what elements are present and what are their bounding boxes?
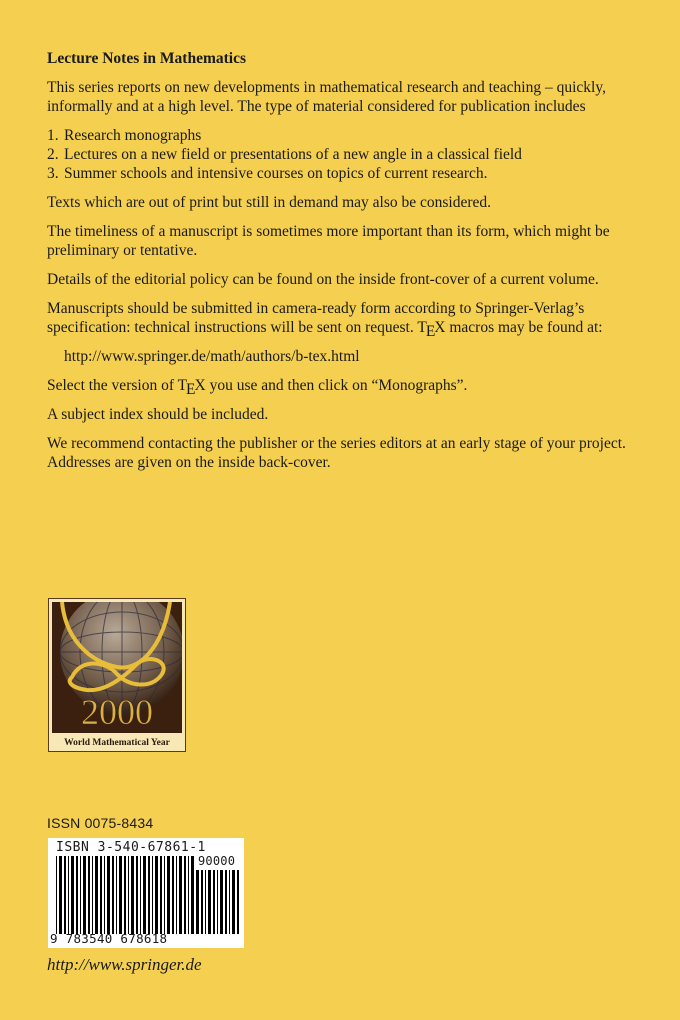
barcode-bar xyxy=(83,856,86,934)
list-number: 1. xyxy=(47,127,59,144)
barcode-bar xyxy=(112,856,114,934)
barcode-bar xyxy=(179,856,182,934)
publisher-url[interactable]: http://www.springer.de xyxy=(47,955,202,974)
tex-logo xyxy=(177,377,206,398)
manuscripts-paragraph xyxy=(47,299,647,340)
editorial-policy-paragraph: Details of the editorial policy can be found on the inside front-cover of a current volume. xyxy=(47,271,599,288)
barcode-bar xyxy=(220,870,223,934)
intro-paragraph: This series reports on new developments in mathematical research and teaching – quickly, informally and at a high level. The type of material considered for publication includes xyxy=(47,79,606,115)
barcode-bar xyxy=(71,856,74,934)
list-number: 3. xyxy=(47,165,59,182)
barcode-bar xyxy=(213,870,215,934)
barcode-bar xyxy=(80,856,81,934)
logo-year: 2000 xyxy=(81,692,153,732)
barcode-bar xyxy=(152,856,153,934)
barcode-bar xyxy=(104,856,105,934)
tex-e: E xyxy=(186,381,196,398)
manuscripts-text-after: macros may be found at: xyxy=(445,319,603,336)
tex-macros-url[interactable]: http://www.springer.de/math/authors/b-tex.html xyxy=(64,348,360,365)
barcode-bar xyxy=(225,870,227,934)
select-text-after: you use and then click on “Monographs”. xyxy=(205,377,468,394)
series-description xyxy=(47,49,647,482)
barcode-bar xyxy=(92,856,93,934)
select-text: Select the version of xyxy=(47,377,178,394)
list-text: Lectures on a new field or presentations of a new angle in a classical field xyxy=(64,146,522,163)
tex-x: X xyxy=(434,319,446,336)
barcode-bar xyxy=(136,856,138,934)
barcode-bar xyxy=(68,856,69,934)
material-list xyxy=(47,126,647,183)
out-of-print-paragraph: Texts which are out of print but still in demand may also be considered. xyxy=(47,194,492,211)
ean-digits: 9 783540 678618 xyxy=(50,931,168,946)
barcode-bar xyxy=(188,856,189,934)
list-item xyxy=(47,164,647,183)
barcode-bar xyxy=(160,856,162,934)
barcode-bar xyxy=(184,856,186,934)
barcode-bar xyxy=(229,870,230,934)
barcode-bar xyxy=(155,856,158,934)
list-text: Summer schools and intensive courses on topics of current research. xyxy=(64,165,488,182)
list-number: 2. xyxy=(47,146,59,163)
barcode-bar xyxy=(143,856,146,934)
barcode-bar xyxy=(116,856,117,934)
barcode-bar xyxy=(208,870,211,934)
barcode-bar xyxy=(205,870,206,934)
barcode-bar xyxy=(176,856,177,934)
barcode-bar xyxy=(232,870,235,934)
barcode-bar xyxy=(201,870,203,934)
select-version-paragraph xyxy=(47,376,647,398)
globe-icon xyxy=(52,602,182,733)
addon-digits: 90000 xyxy=(198,854,236,868)
barcode-bar xyxy=(196,870,199,934)
barcode-bar xyxy=(64,856,66,934)
list-item xyxy=(47,126,647,145)
barcode-bar xyxy=(191,856,194,934)
issn: ISSN 0075-8434 xyxy=(47,815,154,831)
tex-x: X xyxy=(194,377,206,394)
barcode-bar xyxy=(59,856,62,934)
barcode-bar xyxy=(131,856,134,934)
barcode xyxy=(48,838,244,948)
barcode-bar xyxy=(164,856,165,934)
tex-logo xyxy=(417,319,446,340)
isbn-text: ISBN 3-540-67861-1 xyxy=(56,840,206,855)
recommend-paragraph: We recommend contacting the publisher or the series editors at an early stage of your project. Addresses are given on the inside back-cover. xyxy=(47,435,626,471)
list-item xyxy=(47,145,647,164)
logo-caption: World Mathematical Year xyxy=(64,738,170,748)
barcode-bar xyxy=(56,856,57,934)
barcode-bar xyxy=(88,856,90,934)
barcode-bar xyxy=(107,856,110,934)
series-title: Lecture Notes in Mathematics xyxy=(47,50,247,67)
barcode-bar xyxy=(217,870,218,934)
manuscripts-text: Manuscripts should be submitted in camera-ready form according to Springer-Verlag’s specification: technical instructions will be sent on request. xyxy=(47,300,585,336)
tex-t: T xyxy=(417,319,427,336)
barcode-bar xyxy=(148,856,150,934)
barcode-bar xyxy=(95,856,98,934)
addon-barcode-icon xyxy=(196,870,240,934)
barcode-bar xyxy=(128,856,129,934)
subject-index-paragraph: A subject index should be included. xyxy=(47,406,269,423)
barcode-bar xyxy=(119,856,122,934)
tex-t: T xyxy=(177,377,188,394)
barcode-bar xyxy=(172,856,174,934)
list-text: Research monographs xyxy=(64,127,202,144)
barcode-bar xyxy=(124,856,126,934)
ean-barcode-icon xyxy=(56,856,194,934)
logo-artwork xyxy=(52,602,182,733)
timeliness-paragraph: The timeliness of a manuscript is sometimes more important than its form, which might be preliminary or tentative. xyxy=(47,223,610,259)
tex-e: E xyxy=(425,323,436,340)
barcode-bar xyxy=(237,870,239,934)
barcode-bar xyxy=(167,856,170,934)
barcode-bar xyxy=(100,856,102,934)
world-mathematical-year-logo xyxy=(48,598,186,752)
barcode-bar xyxy=(140,856,141,934)
barcode-bar xyxy=(76,856,78,934)
